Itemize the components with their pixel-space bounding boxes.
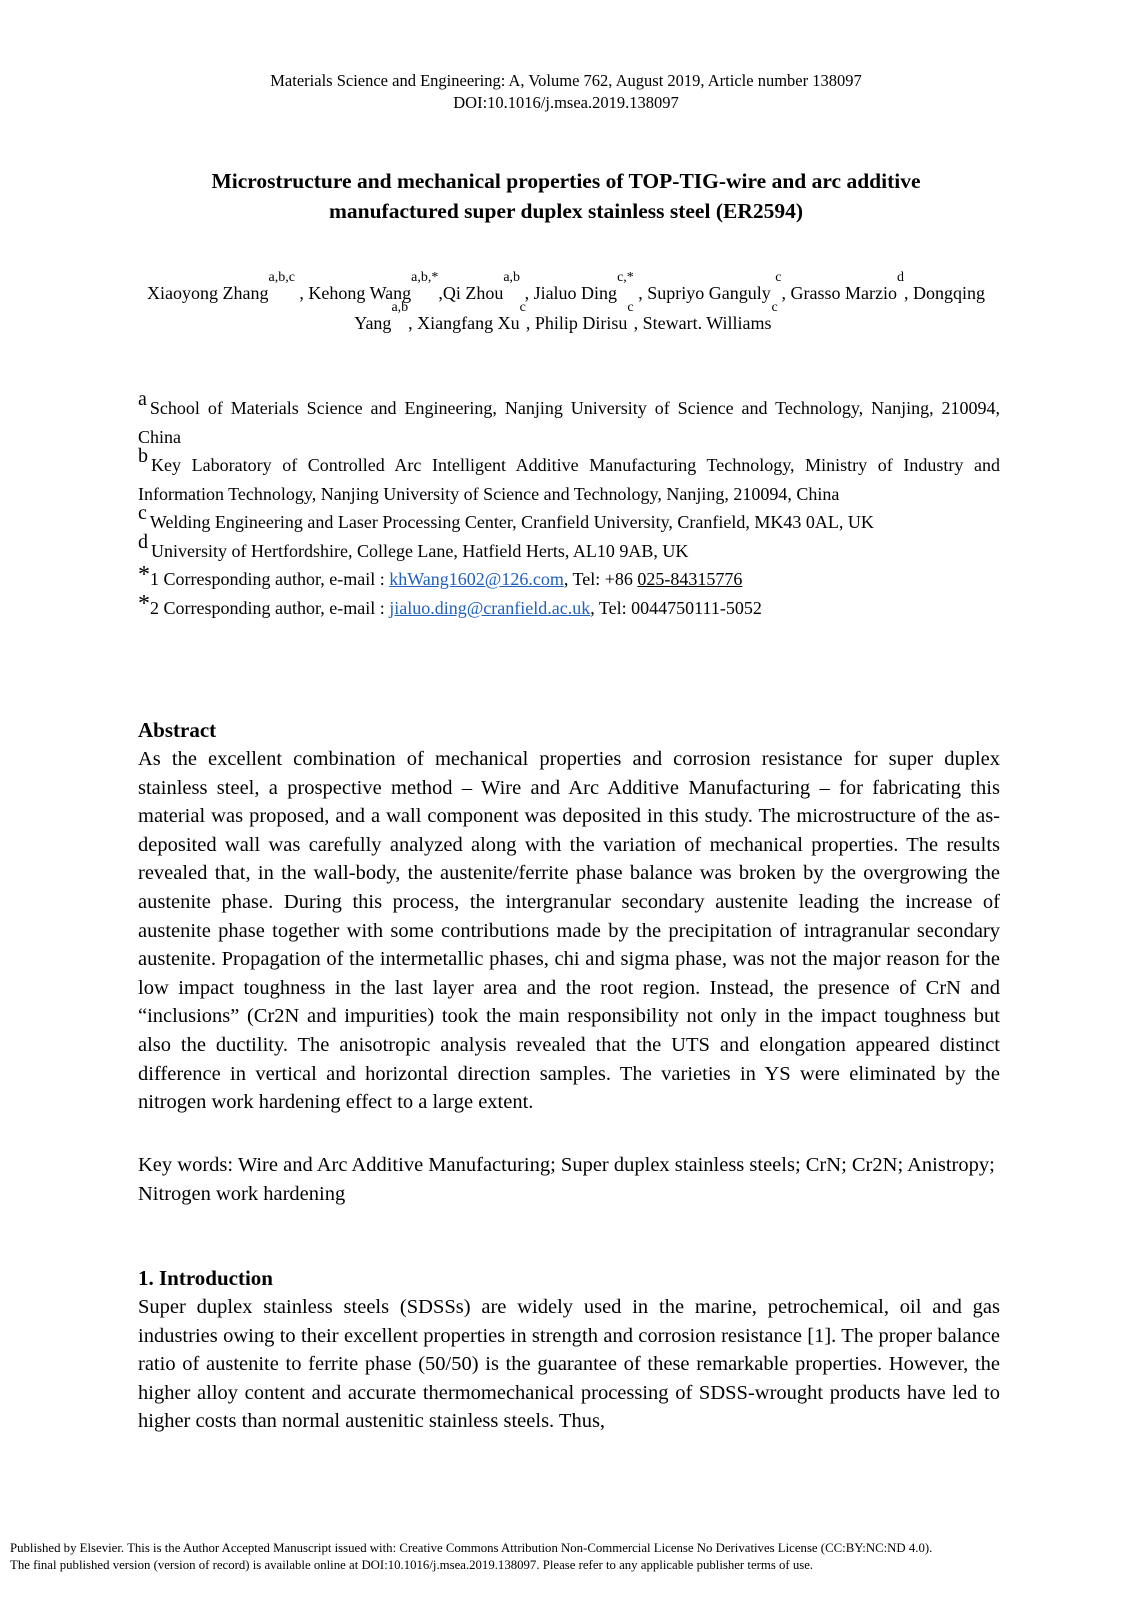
affiliation-a: [138, 388, 1000, 451]
paper-title: [140, 166, 992, 226]
author-affil-sup: c: [627, 300, 634, 315]
author-affil-sup: a,b,c: [268, 270, 295, 285]
author-sep: ,: [294, 283, 309, 303]
author-affil-sup: c: [519, 300, 526, 315]
author-sep: ,: [525, 313, 535, 333]
corresponding-prefix: 2 Corresponding author, e-mail :: [150, 597, 390, 618]
journal-citation: Materials Science and Engineering: A, Volume 762, August 2019, Article number 138097: [270, 71, 862, 90]
author-name: Grasso Marzio: [790, 283, 897, 303]
author-affil-sup: a,b,*: [411, 270, 439, 285]
affiliation-b: [138, 445, 1000, 508]
corresponding-author-2: [138, 590, 1000, 623]
author-name: Dongqing Yang: [354, 283, 985, 333]
author-sep: ,: [633, 283, 648, 303]
author-name: Qi Zhou: [442, 283, 504, 303]
author-name: Philip Dirisu: [534, 313, 628, 333]
author-affil-sup: c,*: [617, 270, 634, 285]
affiliation-marker: b: [138, 445, 148, 467]
affiliation-text: University of Hertfordshire, College Lane, Hatfield Herts, AL10 9AB, UK: [151, 540, 689, 561]
author-name: Stewart. Williams: [642, 313, 772, 333]
author-sep: ,: [408, 313, 418, 333]
title-line-2: manufactured super duplex stainless steel (ER2594): [328, 199, 804, 223]
title-line-1: Microstructure and mechanical properties of TOP-TIG-wire and arc additive: [211, 169, 921, 193]
corresponding-prefix: 1 Corresponding author, e-mail :: [150, 569, 390, 589]
affiliation-text: School of Materials Science and Engineering, Nanjing University of Science and Technology, Nanjing, 210094, China: [138, 398, 1000, 447]
tel-info: , Tel: 0044750111-5052: [590, 597, 762, 618]
corresponding-author-1: [138, 562, 1000, 594]
affiliation-c: [138, 502, 1000, 537]
author-affil-sup: d: [896, 270, 904, 285]
affiliation-text: Key Laboratory of Controlled Arc Intelligent Additive Manufacturing Technology, Ministry of Industry and Information Technology, Nanjing University of Science and Technology, Nanjing, 210094, China: [138, 455, 1000, 504]
author-list: [140, 270, 992, 338]
author-affil-sup: a,b: [391, 300, 409, 315]
section-heading-introduction: 1. Introduction: [138, 1266, 273, 1290]
author-sep: ,: [903, 283, 913, 303]
affiliation-marker: d: [138, 530, 148, 553]
tel-number: 025-84315776: [637, 569, 743, 589]
license-line-1: Published by Elsevier. This is the Author Accepted Manuscript issued with: Creative Commons Attribution Non-Commercial License No Derivatives License (CC:BY:NC:ND 4.0).: [10, 1541, 933, 1555]
author-name: Kehong Wang: [308, 283, 412, 303]
abstract-body: As the excellent combination of mechanical properties and corrosion resistance for super duplex stainless steel, a prospective method – Wire and Arc Additive Manufacturing – for fabricating this material was proposed, and a wall component was deposited in this study. The microstructure of the as-deposited wall was carefully analyzed along with the variation of mechanical properties. The results revealed that, in the wall-body, the austenite/ferrite phase balance was broken by the overgrowing the austenite phase. During this process, the intergranular secondary austenite leading the increase of austenite phase together with some contributions made by the precipitation of intragranular secondary austenite. Propagation of the intermetallic phases, chi and sigma phase, was not the major reason for the low impact toughness in the last layer area and the root region. Instead, the presence of CrN and “inclusions” (Cr2N and impurities) took the main responsibility not only in the impact toughness but also the ductility. The anisotropic analysis revealed that the UTS and elongation appeared distinct difference in vertical and horizontal direction samples. The varieties in YS were eliminated by the nitrogen work hardening effect to a large extent.: [138, 748, 1000, 1114]
introduction-body: Super duplex stainless steels (SDSSs) are widely used in the marine, petrochemical, oil and gas industries owing to their excellent properties in strength and corrosion resistance [1]. The proper balance ratio of austenite to ferrite phase (50/50) is the guarantee of these remarkable properties. However, the higher alloy content and accurate thermomechanical processing of SDSS-wrought products have led to higher costs than normal austenitic stainless steels. Thus,: [138, 1296, 1000, 1433]
affiliation-d: [138, 530, 1000, 566]
author-sep: ,: [633, 313, 643, 333]
affiliation-marker: a: [138, 388, 147, 410]
keywords: Key words: Wire and Arc Additive Manufacturing; Super duplex stainless steels; CrN; Cr2N; Anistropy; Nitrogen work hardening: [138, 1154, 995, 1205]
doi-line: DOI:10.1016/j.msea.2019.138097: [453, 93, 679, 112]
author-affil-sup: c: [771, 300, 778, 315]
author-name: Supriyo Ganguly: [647, 283, 776, 303]
author-sep: ,: [520, 283, 534, 303]
author-sep: ,: [438, 283, 443, 303]
journal-header: [0, 70, 1132, 114]
tel-prefix: , Tel: +86: [563, 569, 638, 589]
affiliation-text: Welding Engineering and Laser Processing Center, Cranfield University, Cranfield, MK43 0AL, UK: [149, 512, 874, 532]
author-name: Xiaoyong Zhang: [147, 283, 269, 303]
author-affil-sup: a,b: [503, 270, 521, 285]
author-name: Xiangfang Xu: [417, 313, 520, 333]
corresponding-marker: *: [138, 562, 150, 588]
license-notice: [10, 1540, 1122, 1574]
affiliations: [138, 388, 1000, 622]
author-name: Jialuo Ding: [533, 283, 618, 303]
email-link-2[interactable]: jialuo.ding@cranfield.ac.uk: [389, 597, 591, 618]
corresponding-marker: *: [138, 590, 150, 617]
author-sep: ,: [781, 283, 791, 303]
abstract-heading: Abstract: [138, 718, 217, 742]
email-link-1[interactable]: khWang1602@126.com: [389, 569, 564, 589]
author-affil-sup: c: [775, 270, 782, 285]
affiliation-marker: c: [138, 502, 147, 524]
license-line-2: The final published version (version of record) is available online at DOI:10.1016/j.msea.2019.138097. Please refer to any applicable publisher terms of use.: [10, 1558, 814, 1572]
